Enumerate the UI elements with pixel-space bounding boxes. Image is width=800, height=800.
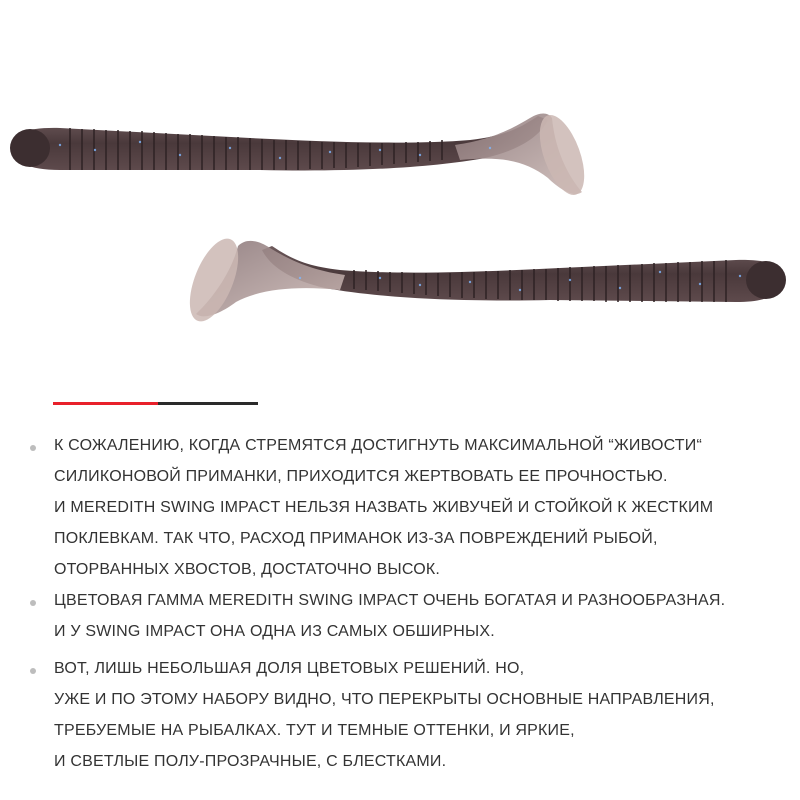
divider-dark-segment <box>158 402 258 405</box>
bullet-dot-icon <box>30 445 36 451</box>
list-item-text: ТРЕБУЕМЫЕ НА РЫБАЛКАХ. ТУТ И ТЕМНЫЕ ОТТЕНКИ, И ЯРКИЕ, <box>54 722 575 739</box>
list-item-text: ОТОРВАННЫХ ХВОСТОВ, ДОСТАТОЧНО ВЫСОК. <box>54 561 441 578</box>
list-item <box>28 653 788 777</box>
list-item-text: И СВЕТЛЫЕ ПОЛУ-ПРОЗРАЧНЫЕ, С БЛЕСТКАМИ. <box>54 753 447 770</box>
list-item <box>28 430 788 585</box>
list-item-text: И У SWING IMPACT ОНА ОДНА ИЗ САМЫХ ОБШИРНЫХ. <box>54 623 495 640</box>
lure-bottom <box>180 232 786 328</box>
list-item-text: УЖЕ И ПО ЭТОМУ НАБОРУ ВИДНО, ЧТО ПЕРЕКРЫТЫ ОСНОВНЫЕ НАПРАВЛЕНИЯ, <box>54 691 715 708</box>
list-item-text: ПОКЛЕВКАМ. ТАК ЧТО, РАСХОД ПРИМАНОК ИЗ-ЗА ПОВРЕЖДЕНИЙ РЫБОЙ, <box>54 530 658 547</box>
list-item <box>28 585 788 647</box>
divider-accent-segment <box>53 402 158 405</box>
section-divider <box>53 402 258 405</box>
product-photo <box>0 0 800 380</box>
list-item-text: К СОЖАЛЕНИЮ, КОГДА СТРЕМЯТСЯ ДОСТИГНУТЬ МАКСИМАЛЬНОЙ “ЖИВОСТИ“ <box>54 437 703 454</box>
description-list <box>28 430 788 777</box>
list-item-text: СИЛИКОНОВОЙ ПРИМАНКИ, ПРИХОДИТСЯ ЖЕРТВОВАТЬ ЕЕ ПРОЧНОСТЬЮ. <box>54 468 668 485</box>
list-item-text: ВОТ, ЛИШЬ НЕБОЛЬШАЯ ДОЛЯ ЦВЕТОВЫХ РЕШЕНИЙ. НО, <box>54 660 525 677</box>
bullet-dot-icon <box>30 600 36 606</box>
bullet-dot-icon <box>30 668 36 674</box>
lure-top <box>10 109 593 200</box>
list-item-text: ЦВЕТОВАЯ ГАММА MEREDITH SWING IMPACT ОЧЕНЬ БОГАТАЯ И РАЗНООБРАЗНАЯ. <box>54 592 726 609</box>
list-item-text: И MEREDITH SWING IMPACT НЕЛЬЗЯ НАЗВАТЬ ЖИВУЧЕЙ И СТОЙКОЙ К ЖЕСТКИМ <box>54 499 714 516</box>
